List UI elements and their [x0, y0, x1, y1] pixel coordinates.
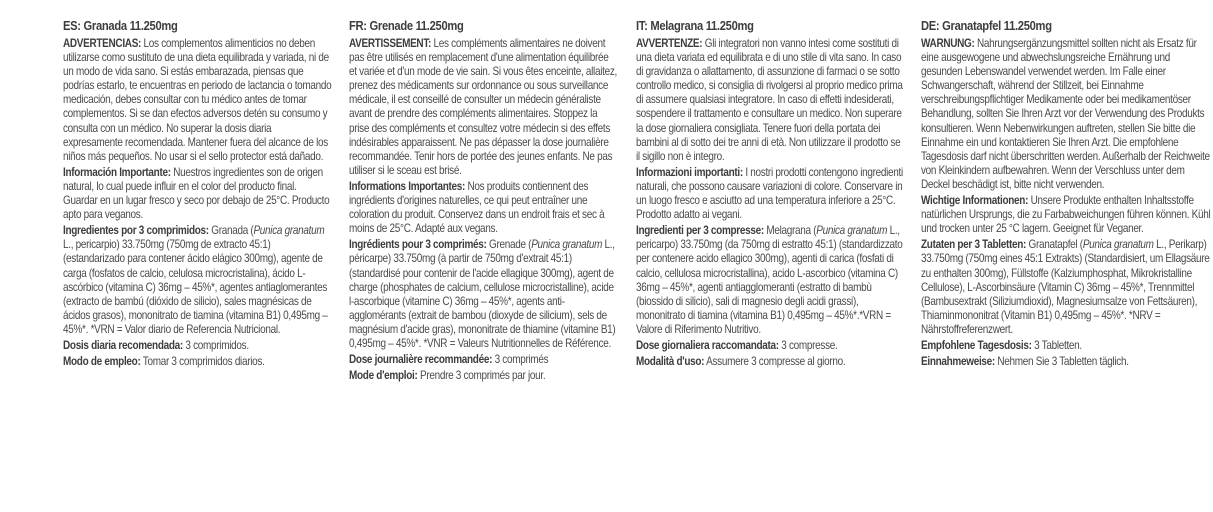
ingredients-latin: Punica granatum: [816, 224, 888, 238]
ingredients-paragraph: [63, 224, 332, 337]
dose-text: 3 compresse.: [781, 338, 838, 352]
info-label: Informazioni importanti:: [636, 165, 743, 179]
dose-label: Empfohlene Tagesdosis:: [921, 338, 1032, 352]
usage-label: Einnahmeweise:: [921, 355, 995, 369]
usage-paragraph: [921, 355, 1211, 369]
info-label: Información Importante:: [63, 165, 171, 179]
ingredients-paragraph: [636, 224, 905, 337]
column-es: [63, 18, 332, 371]
column-title: IT: Melagrana 11.250mg: [636, 18, 754, 33]
dose-label: Dosis diaria recomendada:: [63, 338, 183, 352]
dose-label: Dose giornaliera raccomandata:: [636, 338, 779, 352]
column-title: DE: Granatapfel 11.250mg: [921, 18, 1052, 33]
info-text: Nuestros ingredientes son de origen natural, lo cual puede influir en el color del producto final. Guardar en un lugar fresco y seco por debajo de 25°C. Producto apto para veganos.: [63, 165, 330, 222]
dose-text: 3 comprimidos.: [185, 338, 249, 352]
usage-label: Mode d'emploi:: [349, 369, 418, 383]
usage-paragraph: [636, 355, 905, 369]
ingredients-pre: Granada (: [211, 224, 254, 238]
ingredients-latin: Punica granatum: [253, 224, 325, 238]
usage-paragraph: [349, 369, 618, 383]
warning-label: ADVERTENCIAS:: [63, 37, 142, 50]
ingredients-latin: Punica granatum: [531, 238, 603, 252]
warning-paragraph: [63, 37, 332, 164]
ingredients-pre: Melagrana (: [766, 224, 817, 238]
usage-text: Nehmen Sie 3 Tabletten täglich.: [997, 355, 1129, 369]
dose-label: Dose journalière recommandée:: [349, 353, 493, 367]
info-paragraph: [63, 166, 332, 222]
ingredients-text: L., péricarpe) 33.750mg (à partir de 750mg d'extrait 45:1) (standardisé pour contenir de l'acide ellagique 300mg), agent de charge (phosphates de calcium, cellulose microcristalline), acide l-ascorbique (vitamine C) 36mg – 45%*, agents anti-agglomérants (extrait de bambou (dioxyde de silicium), sels de magnésium d'acide gras), mononitrate de thiamine (vitamine B1) 0,495mg – 45%*. *VNR = Valeurs Nutritionnelles de Référence.: [349, 238, 616, 350]
warning-text: Los complementos alimenticios no deben utilizarse como sustituto de una dieta equilibrada y variada, ni de un modo de vida sano. Si estás embarazada, piensas que podrías estarlo, te encuentras en periodo de lactancia o tomando medicación, debes consultar con tu médico antes de tomar complementos. Si se dan efectos adversos detén su consumo y consulta con un médico. No superar la dosis diaria expresamente recomendada. Mantener fuera del alcance de los niños más pequeños. No usar si el sello protector está dañado.: [63, 37, 332, 163]
info-paragraph: [349, 180, 618, 236]
dose-paragraph: [349, 353, 618, 367]
ingredients-pre: Grenade (: [489, 238, 532, 252]
info-paragraph: [636, 166, 905, 222]
ingredients-label: Ingredientes por 3 comprimidos:: [63, 224, 209, 238]
warning-label: AVVERTENZE:: [636, 37, 703, 50]
ingredients-label: Ingrédients pour 3 comprimés:: [349, 238, 487, 252]
info-label: Informations Importantes:: [349, 179, 466, 193]
warning-label: WARNUNG:: [921, 37, 975, 50]
dose-text: 3 comprimés: [494, 353, 549, 367]
usage-text: Tomar 3 comprimidos diarios.: [142, 355, 265, 369]
warning-paragraph: [921, 37, 1211, 192]
column-title: FR: Grenade 11.250mg: [349, 18, 464, 33]
dose-text: 3 Tabletten.: [1034, 338, 1082, 352]
usage-text: Prendre 3 comprimés par jour.: [419, 369, 546, 383]
warning-text: Les compléments alimentaires ne doivent pas être utilisés en remplacement d'une alimentation équilibrée et variée et d'un mode de vie sain. Si vous êtes enceinte, allaitez, prenez des médicaments sur ordonnance ou sous surveillance médicale, il est conseillé de consulter un médecin généraliste avant de prendre des compléments alimentaires. Stoppez la prise des compléments et consultez votre médecin si des effets indésirables apparaissent. Ne pas dépasser la dose journalière recommandée. Tenir hors de portée des jeunes enfants. Ne pas utiliser si le sceau est brisé.: [349, 37, 617, 177]
warning-text: Gli integratori non vanno intesi come sostituti di una dieta variata ed equilibrata e di uno stile di vita sano. In caso di gravidanza o allattamento, di assunzione di farmaci o se sotto controllo medico, si consiglia di rivolgersi al proprio medico prima di assumere qualsiasi integratore. In caso di effetti indesiderati, sospendere il trattamento e consultare un medico. Non superare la dose giornaliera consigliata. Tenere fuori della portata dei bambini al di sotto dei tre anni di età. Non utilizzare il prodotto se il sigillo non è integro.: [636, 37, 903, 163]
info-text: Unsere Produkte enthalten Inhaltsstoffe natürlichen Ursprungs, die zu Farbabweichungen führen können. Kühl und trocken unter 25 °C lagern. Geeignet für Veganer.: [921, 194, 1211, 236]
info-text: I nostri prodotti contengono ingredienti naturali, che possono causare variazioni di colore. Conservare in un luogo fresco e asciutto ad una temperatura inferiore a 25°C. Prodotto adatto ai vegani.: [636, 165, 903, 222]
ingredients-text: L., pericarpo) 33.750mg (da 750mg di estratto 45:1) (standardizzato per contenere acido ellagico 300mg), agenti di carica (fosfati di calcio, cellulosa microcristallina), acido L-ascorbico (vitamina C) 36mg – 45%*, agenti antiagglomeranti (estratto di bambù (biossido di silicio), sali di magnesio degli acidi grassi), mononitrato di tiamina (vitamina B1) 0,495mg – 45%*.*VRN = Valore di Riferimento Nutritivo.: [636, 224, 903, 336]
ingredients-text: L., Perikarp) 33.750mg (750mg eines 45:1 Extrakts) (Standardisiert, um Ellagsäure zu enthalten 300mg), Füllstoffe (Kalziumphosphat, Mikrokristalline Cellulose), L-Ascorbinsäure (Vitamin C) 36mg – 45%*, Trennmittel (Bambusextrakt (Siliziumdioxid), Magnesiumsalze von Fettsäuren), Thiaminmononitrat (Vitamin B1) 0,495mg – 45%*. *NRV = Nährstoffreferenzwert.: [921, 238, 1210, 336]
usage-label: Modalità d'uso:: [636, 355, 705, 369]
info-label: Wichtige Informationen:: [921, 194, 1029, 208]
ingredients-paragraph: [349, 238, 618, 351]
ingredients-paragraph: [921, 238, 1211, 337]
ingredients-pre: Granatapfel (: [1028, 238, 1083, 252]
column-it: [636, 18, 905, 371]
warning-label: AVERTISSEMENT:: [349, 37, 432, 50]
ingredients-text: L., pericarpio) 33.750mg (750mg de extracto 45:1) (estandarizado para contener ácido elágico 300mg), agente de carga (fosfatos de calcio, celulosa microcristalina), ácido L-ascórbico (vitamina C) 36mg – 45%*, agentes antiaglomerantes (extracto de bambú (dióxido de silicio), sales magnésicas de ácidos grasos), mononitrato de tiamina (vitamina B1) 0,495mg – 45%*. *VRN = Valor diario de Referencia Nutricional.: [63, 238, 328, 336]
warning-paragraph: [636, 37, 905, 164]
dose-paragraph: [636, 339, 905, 353]
column-title: ES: Granada 11.250mg: [63, 18, 178, 33]
ingredients-label: Ingredienti per 3 compresse:: [636, 224, 764, 238]
usage-paragraph: [63, 355, 332, 369]
info-paragraph: [921, 194, 1211, 236]
column-de: [921, 18, 1211, 371]
usage-label: Modo de empleo:: [63, 355, 141, 369]
warning-text: Nahrungsergänzungsmittel sollten nicht als Ersatz für eine ausgewogene und abwechslungsreiche Ernährung und gesunden Lebenswandel verwendet werden. Im Falle einer Schwangerschaft, während der Stillzeit, bei Einnahme verschreibungspflichtiger Medikamente oder bei medikamentöser Behandlung, sollten Sie Ihren Arzt vor der Verwendung des Produkts konsultieren. Wenn Nebenwirkungen auftreten, stellen Sie bitte die Einnahme ein und kontaktieren Sie Ihren Arzt. Die empfohlene Tagesdosis darf nicht überschritten werden. Außerhalb der Reichweite von Kleinkindern aufbewahren. Wenn der Verschluss unter dem Deckel beschädigt ist, bitte nicht verwenden.: [921, 37, 1210, 191]
ingredients-label: Zutaten per 3 Tabletten:: [921, 238, 1027, 252]
dose-paragraph: [921, 339, 1211, 353]
usage-text: Assumere 3 compresse al giorno.: [706, 355, 846, 369]
ingredients-latin: Punica granatum: [1082, 238, 1154, 252]
info-text: Nos produits contiennent des ingrédients d'origines naturelles, ce qui peut entraîner une coloration du produit. Conservez dans un endroit frais et sec à moins de 25°C. Adapté aux vegans.: [349, 179, 605, 236]
column-fr: [349, 18, 618, 385]
dose-paragraph: [63, 339, 332, 353]
warning-paragraph: [349, 37, 618, 178]
